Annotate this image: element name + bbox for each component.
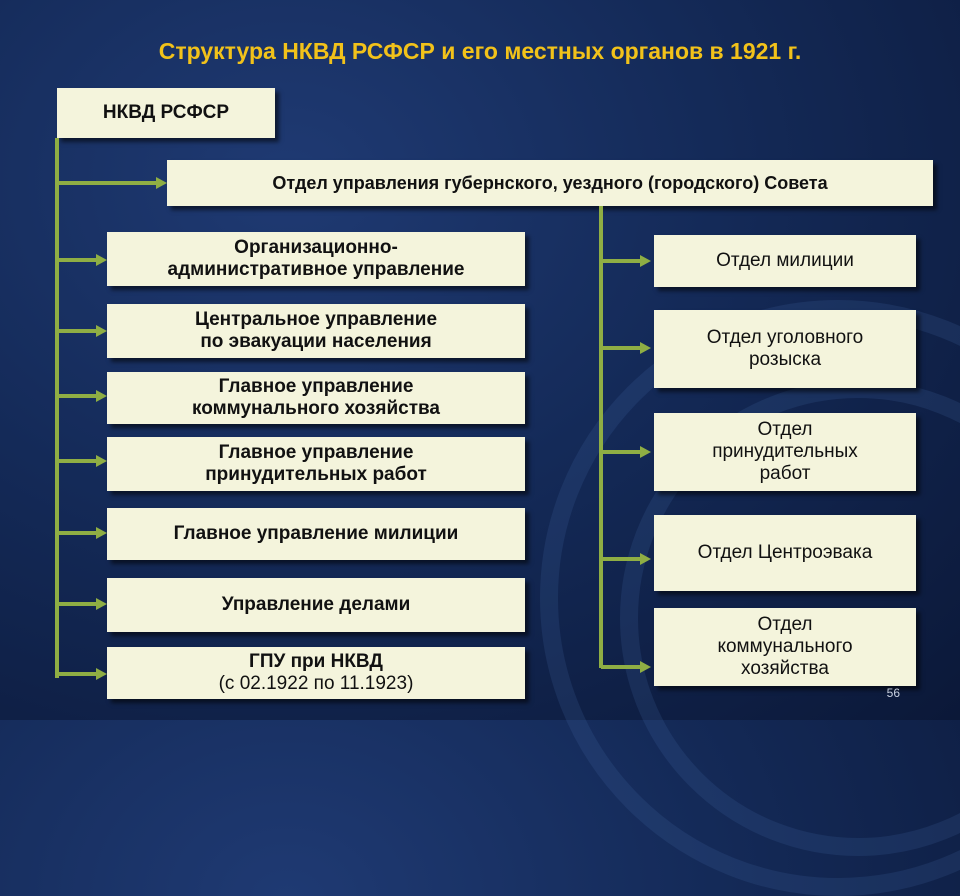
connector-arrow — [96, 390, 107, 402]
connector-arrow — [640, 342, 651, 354]
right-box-forced-labor — [654, 413, 916, 491]
left-box-communal — [107, 372, 525, 424]
left-box-line1: Организационно- — [234, 237, 398, 259]
connector-line — [57, 672, 97, 676]
connector-line — [57, 258, 97, 262]
connector-line — [57, 329, 97, 333]
right-box-line2: розыска — [748, 349, 822, 370]
left-box-line1: Главное управление — [218, 442, 414, 464]
left-box-evacuation — [107, 304, 525, 358]
connector-arrow — [640, 661, 651, 673]
left-trunk-line — [55, 138, 59, 678]
right-box-line1: Отдел Центроэвака — [697, 542, 873, 564]
right-box-line2: принудительных — [712, 441, 858, 463]
right-box-line1: Отдел милиции — [716, 250, 854, 272]
department-box — [167, 160, 933, 206]
right-box-centroevak — [654, 515, 916, 591]
connector-line — [601, 450, 641, 454]
connector-line — [601, 557, 641, 561]
left-box-line1: Управление делами — [221, 594, 411, 616]
left-box-line1: Главное управление — [218, 376, 414, 398]
connector-line — [601, 665, 641, 669]
left-box-org-admin — [107, 232, 525, 286]
connector-arrow — [96, 668, 107, 680]
left-box-line2: коммунального хозяйства — [192, 398, 440, 419]
right-box-line2: коммунального — [717, 636, 853, 658]
connector-arrow — [96, 527, 107, 539]
connector-arrow — [156, 177, 167, 189]
connector-arrow — [640, 446, 651, 458]
left-box-militia — [107, 508, 525, 560]
root-box-nkvd — [57, 88, 275, 138]
right-box-militia — [654, 235, 916, 287]
left-box-line1: Главное управление милиции — [173, 523, 459, 545]
connector-arrow — [96, 325, 107, 337]
right-box-communal — [654, 608, 916, 686]
left-box-gpu — [107, 647, 525, 699]
connector-arrow — [96, 254, 107, 266]
right-box-line1: Отдел уголовного — [706, 327, 864, 349]
root-box-label: НКВД РСФСР — [102, 102, 230, 124]
connector-arrow — [96, 598, 107, 610]
left-box-line2: по эвакуации населения — [200, 331, 432, 352]
connector-line — [57, 531, 97, 535]
connector-arrow — [640, 553, 651, 565]
left-box-affairs — [107, 578, 525, 632]
connector-arrow — [640, 255, 651, 267]
connector-arrow — [96, 455, 107, 467]
connector-line — [57, 459, 97, 463]
right-box-line1: Отдел — [757, 614, 813, 636]
connector-line — [601, 259, 641, 263]
right-box-line3: хозяйства — [741, 657, 829, 679]
right-box-criminal-investigation — [654, 310, 916, 388]
connector-line — [601, 346, 641, 350]
left-box-line1: Центральное управление — [194, 309, 438, 331]
right-box-line3: работ — [759, 462, 811, 484]
right-trunk-line — [599, 206, 603, 668]
connector-line — [57, 602, 97, 606]
connector-line — [57, 394, 97, 398]
left-box-line1: ГПУ при НКВД — [249, 651, 383, 673]
right-box-line1: Отдел — [757, 419, 813, 441]
department-box-label: Отдел управления губернского, уездного (городского) Совета — [272, 172, 828, 193]
left-box-line2: административное управление — [167, 259, 465, 280]
left-box-forced-labor — [107, 437, 525, 491]
page-number: 56 — [886, 686, 900, 700]
page-title: Структура НКВД РСФСР и его местных органов в 1921 г. — [158, 38, 802, 64]
left-box-line2: принудительных работ — [205, 464, 427, 485]
connector-line — [57, 181, 157, 185]
left-box-line2: (с 02.1922 по 11.1923) — [218, 673, 414, 694]
